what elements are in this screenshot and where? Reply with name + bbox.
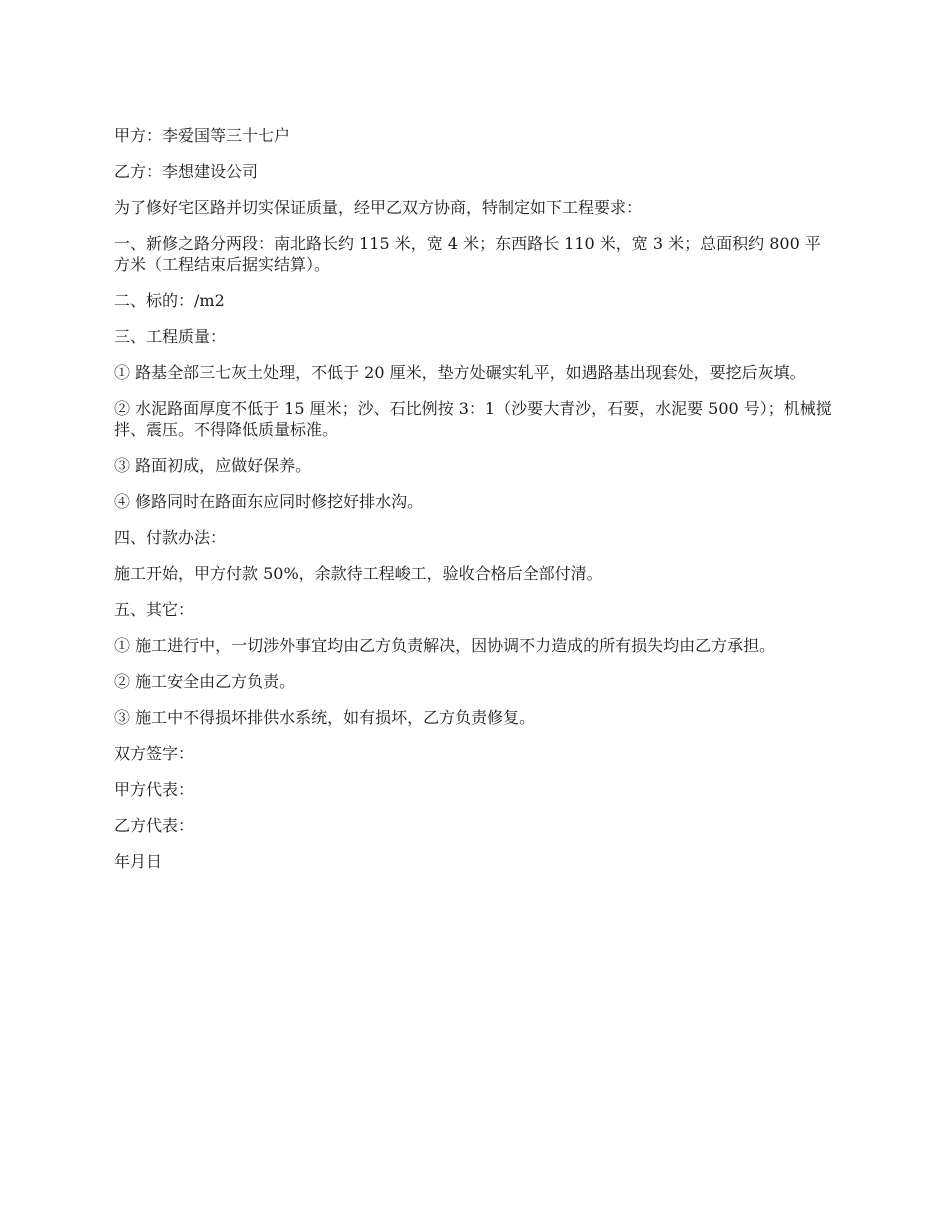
document-body	[114, 125, 836, 887]
party-a-line: 甲方：李爱国等三十七户	[114, 126, 291, 145]
quality-item-3: ③ 路面初成，应做好保养。	[114, 456, 312, 475]
signature-heading: 双方签字：	[114, 744, 195, 763]
party-b-representative: 乙方代表：	[114, 816, 195, 835]
payment-paragraph: 施工开始，甲方付款 50%，余款待工程峻工，验收合格后全部付清。	[114, 564, 603, 583]
quality-item-4: ④ 修路同时在路面东应同时修挖好排水沟。	[114, 492, 424, 511]
section-3-heading: 三、工程质量：	[114, 327, 227, 346]
section-2-heading: 二、标的：/m2	[114, 291, 225, 310]
party-b-line: 乙方：李想建设公司	[114, 162, 259, 181]
quality-item-2: ② 水泥路面厚度不低于 15 厘米；沙、石比例按 3：1（沙要大青沙，石要，水泥要 500 号）；机械搅拌、震压。不得降低质量标准。	[114, 399, 832, 439]
section-5-heading: 五、其它：	[114, 600, 195, 619]
date-line: 年月日	[114, 852, 163, 871]
section-1-paragraph: 一、新修之路分两段：南北路长约 115 米，宽 4 米；东西路长 110 米，宽 3 米；总面积约 800 平方米（工程结束后据实结算）。	[114, 234, 821, 274]
party-a-representative: 甲方代表：	[114, 780, 195, 799]
quality-item-1: ① 路基全部三七灰土处理，不低于 20 厘米，垫方处碾实轧平，如遇路基出现套处，要挖后灰填。	[114, 363, 806, 382]
other-item-1: ① 施工进行中，一切涉外事宜均由乙方负责解决，因协调不力造成的所有损失均由乙方承担。	[114, 636, 776, 655]
section-4-heading: 四、付款办法：	[114, 528, 227, 547]
other-item-3: ③ 施工中不得损坏排供水系统，如有损坏，乙方负责修复。	[114, 708, 536, 727]
other-item-2: ② 施工安全由乙方负责。	[114, 672, 296, 691]
intro-paragraph: 为了修好宅区路并切实保证质量，经甲乙双方协商，特制定如下工程要求：	[114, 198, 643, 217]
